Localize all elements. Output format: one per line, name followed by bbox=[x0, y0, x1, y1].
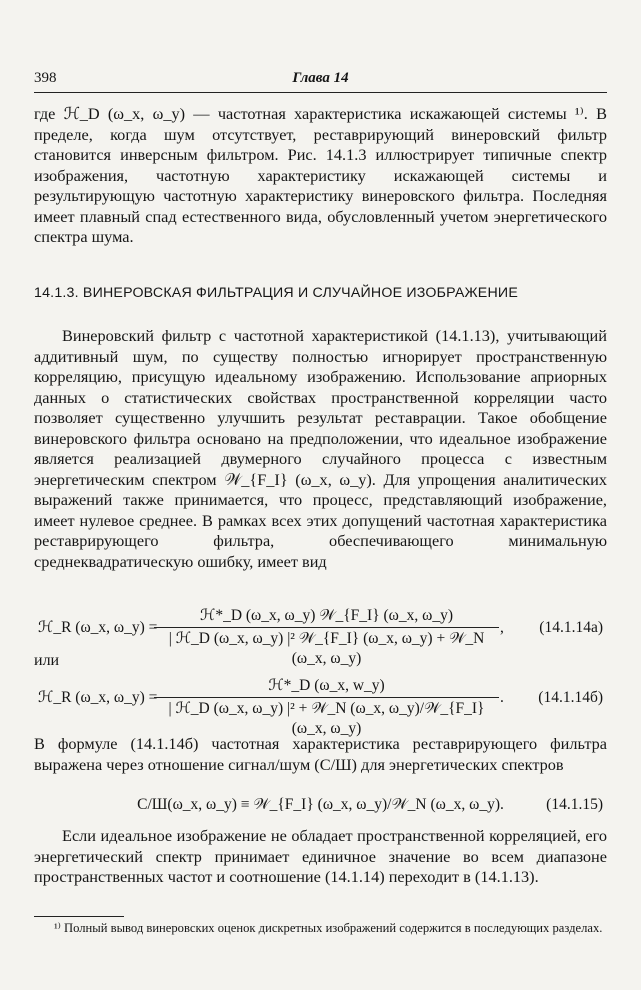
paragraph-no-correlation: Если идеальное изображение не обладает пространственной корреляцией, его энергетический спектр принимает единичное значение во всем диапазоне пространственных частот и соотношение (14.1.14) переходит в (14.1.13). bbox=[34, 826, 607, 886]
footnote: ¹⁾ Полный вывод винеровских оценок дискретных изображений содержится в последующих разделах. bbox=[54, 921, 603, 935]
formula-b-denominator: | ℋ_D (ω_x, ω_y) |² + 𝒲_N (ω_x, ω_y)/𝒲_{F_I} (ω_x, ω_y) bbox=[154, 697, 499, 739]
formula-b-lhs: ℋ_R (ω_x, ω_y) = bbox=[38, 689, 158, 706]
formula-a-numerator: ℋ*_D (ω_x, ω_y) 𝒲_{F_I} (ω_x, ω_y) bbox=[200, 607, 453, 624]
formula-c-number: (14.1.15) bbox=[546, 796, 603, 813]
formula-b-numerator: ℋ*_D (ω_x, w_y) bbox=[268, 677, 385, 694]
formula-a-number: (14.1.14а) bbox=[539, 619, 603, 636]
formula-a-fraction bbox=[154, 606, 499, 669]
formula-a-comma: , bbox=[500, 619, 504, 636]
formula-a-lhs: ℋ_R (ω_x, ω_y) = bbox=[38, 619, 158, 636]
paragraph-intro: где ℋ_D (ω_x, ω_y) — частотная характеристика искажающей системы ¹⁾. В пределе, когда шум отсутствует, реставрирующий винеровский фильтр становится инверсным фильтром. Рис. 14.1.3 иллюстрирует типичные спектр изображения, частотную характеристику искажающей системы и результирующую частотную характеристику винеровского фильтра. Последняя имеет плавный спад естественного вида, обусловленный учетом энергетического спектра шума. bbox=[34, 104, 607, 246]
paragraph-snr: В формуле (14.1.14б) частотная характеристика реставрирующего фильтра выражена через отношение сигнал/шум (С/Ш) для энергетических спектров bbox=[34, 734, 607, 774]
section-heading: 14.1.3. ВИНЕРОВСКАЯ ФИЛЬТРАЦИЯ И СЛУЧАЙНОЕ ИЗОБРАЖЕНИЕ bbox=[34, 285, 518, 301]
chapter-title: Глава 14 bbox=[292, 70, 349, 86]
page-header bbox=[34, 70, 607, 92]
formula-a-denominator: | ℋ_D (ω_x, ω_y) |² 𝒲_{F_I} (ω_x, ω_y) + 𝒲_N (ω_x, ω_y) bbox=[154, 627, 499, 669]
word-or: или bbox=[34, 652, 60, 669]
formula-c-text: С/Ш(ω_x, ω_y) ≡ 𝒲_{F_I} (ω_x, ω_y)/𝒲_N (ω_x, ω_y). bbox=[137, 796, 504, 813]
page-number: 398 bbox=[34, 70, 57, 86]
formula-14-1-14b bbox=[34, 676, 607, 737]
formula-b-period: . bbox=[500, 689, 504, 706]
formula-b-number: (14.1.14б) bbox=[538, 689, 603, 706]
formula-b-fraction bbox=[154, 676, 499, 739]
formula-14-1-15 bbox=[34, 796, 607, 814]
header-rule bbox=[34, 92, 607, 93]
paragraph-wiener-random: Винеровский фильтр с частотной характеристикой (14.1.13), учитывающий аддитивный шум, по существу полностью игнорирует пространственную корреляцию, присущую идеальному изображению. Использование априорных данных о статистических свойствах пространственной корреляции часто позволяет существенно улучшить результат реставрации. Такое обобщение винеровского фильтра основано на предположении, что идеальное изображение является реализацией двумерного случайного процесса с известным энергетическим спектром 𝒲_{F_I} (ω_x, ω_y). Для упрощения аналитических выражений также принимается, что процесс, представляющий изображение, имеет нулевое среднее. В рамках всех этих допущений частотная характеристика реставрирующего фильтра, обеспечивающего минимальную среднеквадратическую ошибку, имеет вид bbox=[34, 326, 607, 571]
footnote-rule bbox=[34, 916, 124, 917]
